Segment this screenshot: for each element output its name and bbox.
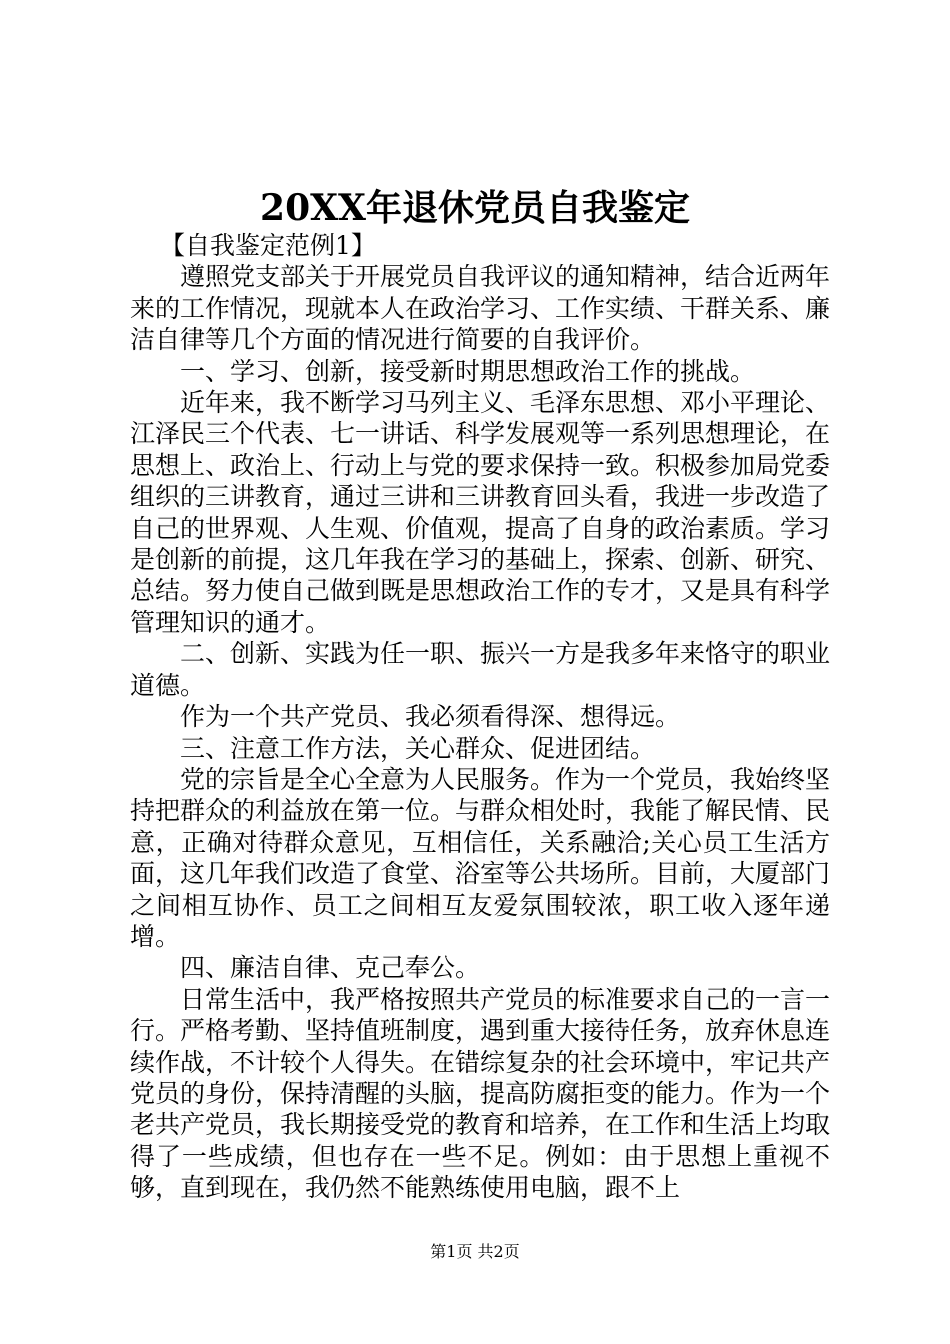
section-heading: 二、创新、实践为任一职、振兴一方是我多年来恪守的职业道德。: [130, 639, 831, 700]
paragraph: 近年来，我不断学习马列主义、毛泽东思想、邓小平理论、江泽民三个代表、七一讲话、科学发展观等一系列思想理论，在思想上、政治上、行动上与党的要求保持一致。积极参加局党委组织的三讲教育，通过三讲和三讲教育回头看，我进一步改造了自己的世界观、人生观、价值观，提高了自身的政治素质。学习是创新的前提，这几年我在学习的基础上，探索、创新、研究、总结。努力使自己做到既是思想政治工作的专才，又是具有科学管理知识的通才。: [130, 388, 831, 637]
document-body: [130, 230, 830, 1204]
paragraph: 作为一个共产党员、我必须看得深、想得远。: [180, 702, 681, 732]
paragraph: 遵照党支部关于开展党员自我评议的通知精神，结合近两年来的工作情况，现就本人在政治学习、工作实绩、干群关系、廉洁自律等几个方面的情况进行简要的自我评价。: [130, 262, 831, 355]
paragraph: 日常生活中，我严格按照共产党员的标准要求自己的一言一行。严格考勤、坚持值班制度，遇到重大接待任务，放弃休息连续作战，不计较个人得失。在错综复杂的社会环境中，牢记共产党员的身份，保持清醒的头脑，提高防腐拒变的能力。作为一个老共产党员，我长期接受党的教育和培养，在工作和生活上均取得了一些成绩，但也存在一些不足。例如：由于思想上重视不够，直到现在，我仍然不能熟练使用电脑，跟不上: [130, 984, 831, 1203]
document-title: 20XX年退休党员自我鉴定: [260, 187, 690, 229]
section-heading: 三、注意工作方法，关心群众、促进团结。: [180, 733, 656, 763]
page-footer: 第1页 共2页: [430, 1242, 520, 1261]
section-label: 【自我鉴定范例1】: [160, 231, 376, 260]
section-heading: 一、学习、创新，接受新时期思想政治工作的挑战。: [180, 356, 756, 386]
section-heading: 四、廉洁自律、克己奉公。: [180, 953, 481, 983]
paragraph: 党的宗旨是全心全意为人民服务。作为一个党员，我始终坚持把群众的利益放在第一位。与群众相处时，我能了解民情、民意，正确对待群众意见，互相信任，关系融洽;关心员工生活方面，这几年我们改造了食堂、浴室等公共场所。目前，大厦部门之间相互协作、员工之间相互友爱氛围较浓，职工收入逐年递增。: [130, 764, 831, 951]
